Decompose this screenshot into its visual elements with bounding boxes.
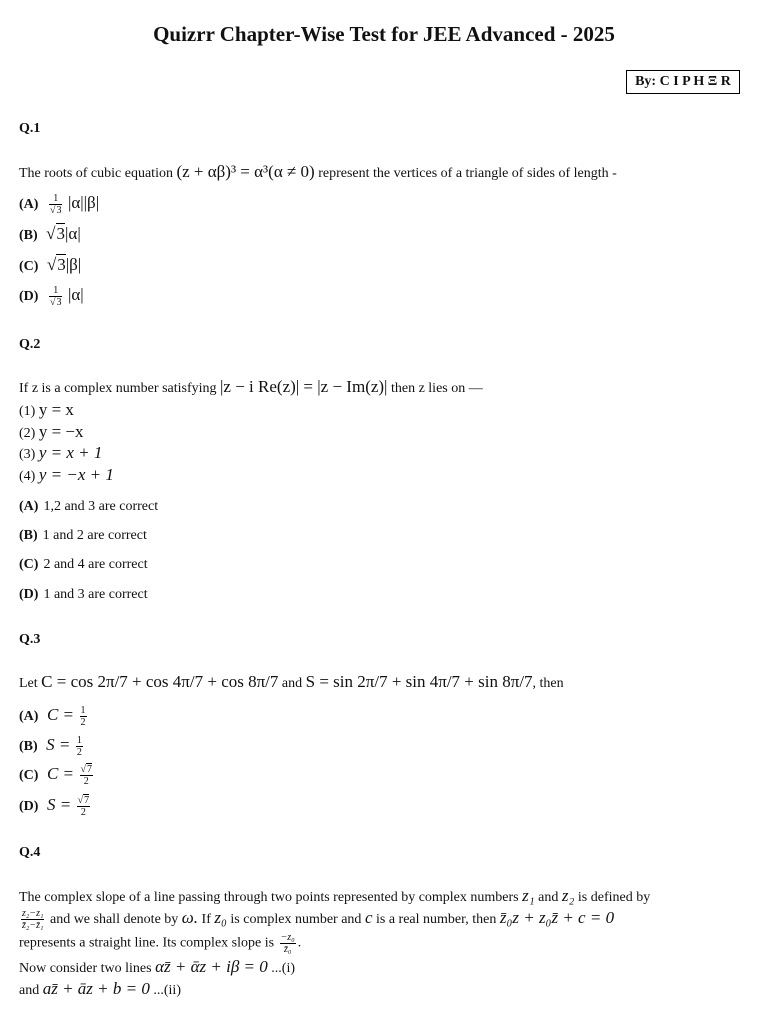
q1-equation: (z + αβ)³ = α³(α ≠ 0) bbox=[176, 162, 315, 181]
q1-option-b[interactable]: (B) √3|α| bbox=[19, 224, 81, 243]
q2-option-c[interactable]: (C) 2 and 4 are correct bbox=[19, 557, 148, 572]
q3-option-c[interactable]: (C) C = $\frac{√7}{2}$ bbox=[19, 764, 92, 788]
page-title: Quizrr Chapter-Wise Test for JEE Advanced - 2025 bbox=[153, 22, 615, 46]
q2-heading: Q.2 bbox=[19, 337, 41, 352]
q4-line-4: Now consider two lines αz̄ + ᾱz + iβ = 0 ...(i) bbox=[19, 957, 295, 976]
q3-s-expression: S = sin 2π/7 + sin 4π/7 + sin 8π/7 bbox=[305, 672, 533, 691]
q1-option-a[interactable]: (A) $\frac{1}{√3}$ |α||β| bbox=[19, 193, 100, 217]
q3-option-a[interactable]: (A) C = $\frac{1}{2}$ bbox=[19, 705, 86, 729]
q1-stem: The roots of cubic equation (z + αβ)³ = α³(α ≠ 0) represent the vertices of a triangle of sides of length - bbox=[19, 162, 617, 181]
q4-line-1: The complex slope of a line passing through two points represented by complex numbers z₁ and z₂ is defined by bbox=[19, 886, 651, 905]
q3-option-d[interactable]: (D) S = $\frac{√7}{2}$ bbox=[19, 795, 90, 819]
q4-heading: Q.4 bbox=[19, 845, 41, 860]
q2-option-b[interactable]: (B) 1 and 2 are correct bbox=[19, 528, 147, 543]
q4-complex-slope: $\frac{\text{−z₀}}{\text{z̄₀}}$ bbox=[280, 932, 295, 955]
q2-statement-3: (3) y = x + 1 bbox=[19, 443, 103, 462]
q3-stem: Let C = cos 2π/7 + cos 4π/7 + cos 8π/7 and S = sin 2π/7 + sin 4π/7 + sin 8π/7, then bbox=[19, 672, 564, 691]
q2-statement-1: (1) y = x bbox=[19, 400, 74, 419]
q3-c-expression: C = cos 2π/7 + cos 4π/7 + cos 8π/7 bbox=[41, 672, 279, 691]
q2-statement-4: (4) y = −x + 1 bbox=[19, 465, 114, 484]
q4-line-5: and az̄ + āz + b = 0 ...(ii) bbox=[19, 979, 181, 998]
q4-slope-definition: $\frac{\text{z₂−z₁}}{\text{z̄₂−z̄₁}}$ bbox=[22, 908, 44, 932]
author-box: By: C I P H Ξ R bbox=[626, 70, 740, 94]
q1-option-c[interactable]: (C) √3|β| bbox=[19, 255, 82, 274]
q4-line-3: represents a straight line. Its complex slope is $\frac{\text{−z₀}}{\text{z̄₀}}$ . bbox=[19, 932, 302, 955]
q2-stem: If z is a complex number satisfying |z − i Re(z)| = |z − Im(z)| then z lies on — bbox=[19, 377, 483, 396]
q3-heading: Q.3 bbox=[19, 632, 41, 647]
q2-option-a[interactable]: (A) 1,2 and 3 are correct bbox=[19, 499, 159, 514]
q3-option-b[interactable]: (B) S = $\frac{1}{2}$ bbox=[19, 735, 82, 759]
q1-heading: Q.1 bbox=[19, 121, 41, 136]
q2-equation: |z − i Re(z)| = |z − Im(z)| bbox=[220, 377, 388, 396]
q1-option-d[interactable]: (D) $\frac{1}{√3}$ |α| bbox=[19, 285, 84, 309]
q4-line-2: $\frac{\text{z₂−z₁}}{\text{z̄₂−z̄₁}}$ and we shall denote by ω. If z₀ is complex number and c is a real number, then z̄₀z + z₀z̄ + c = 0 bbox=[22, 908, 615, 932]
q2-statement-2: (2) y = −x bbox=[19, 422, 84, 441]
q2-option-d[interactable]: (D) 1 and 3 are correct bbox=[19, 587, 148, 602]
